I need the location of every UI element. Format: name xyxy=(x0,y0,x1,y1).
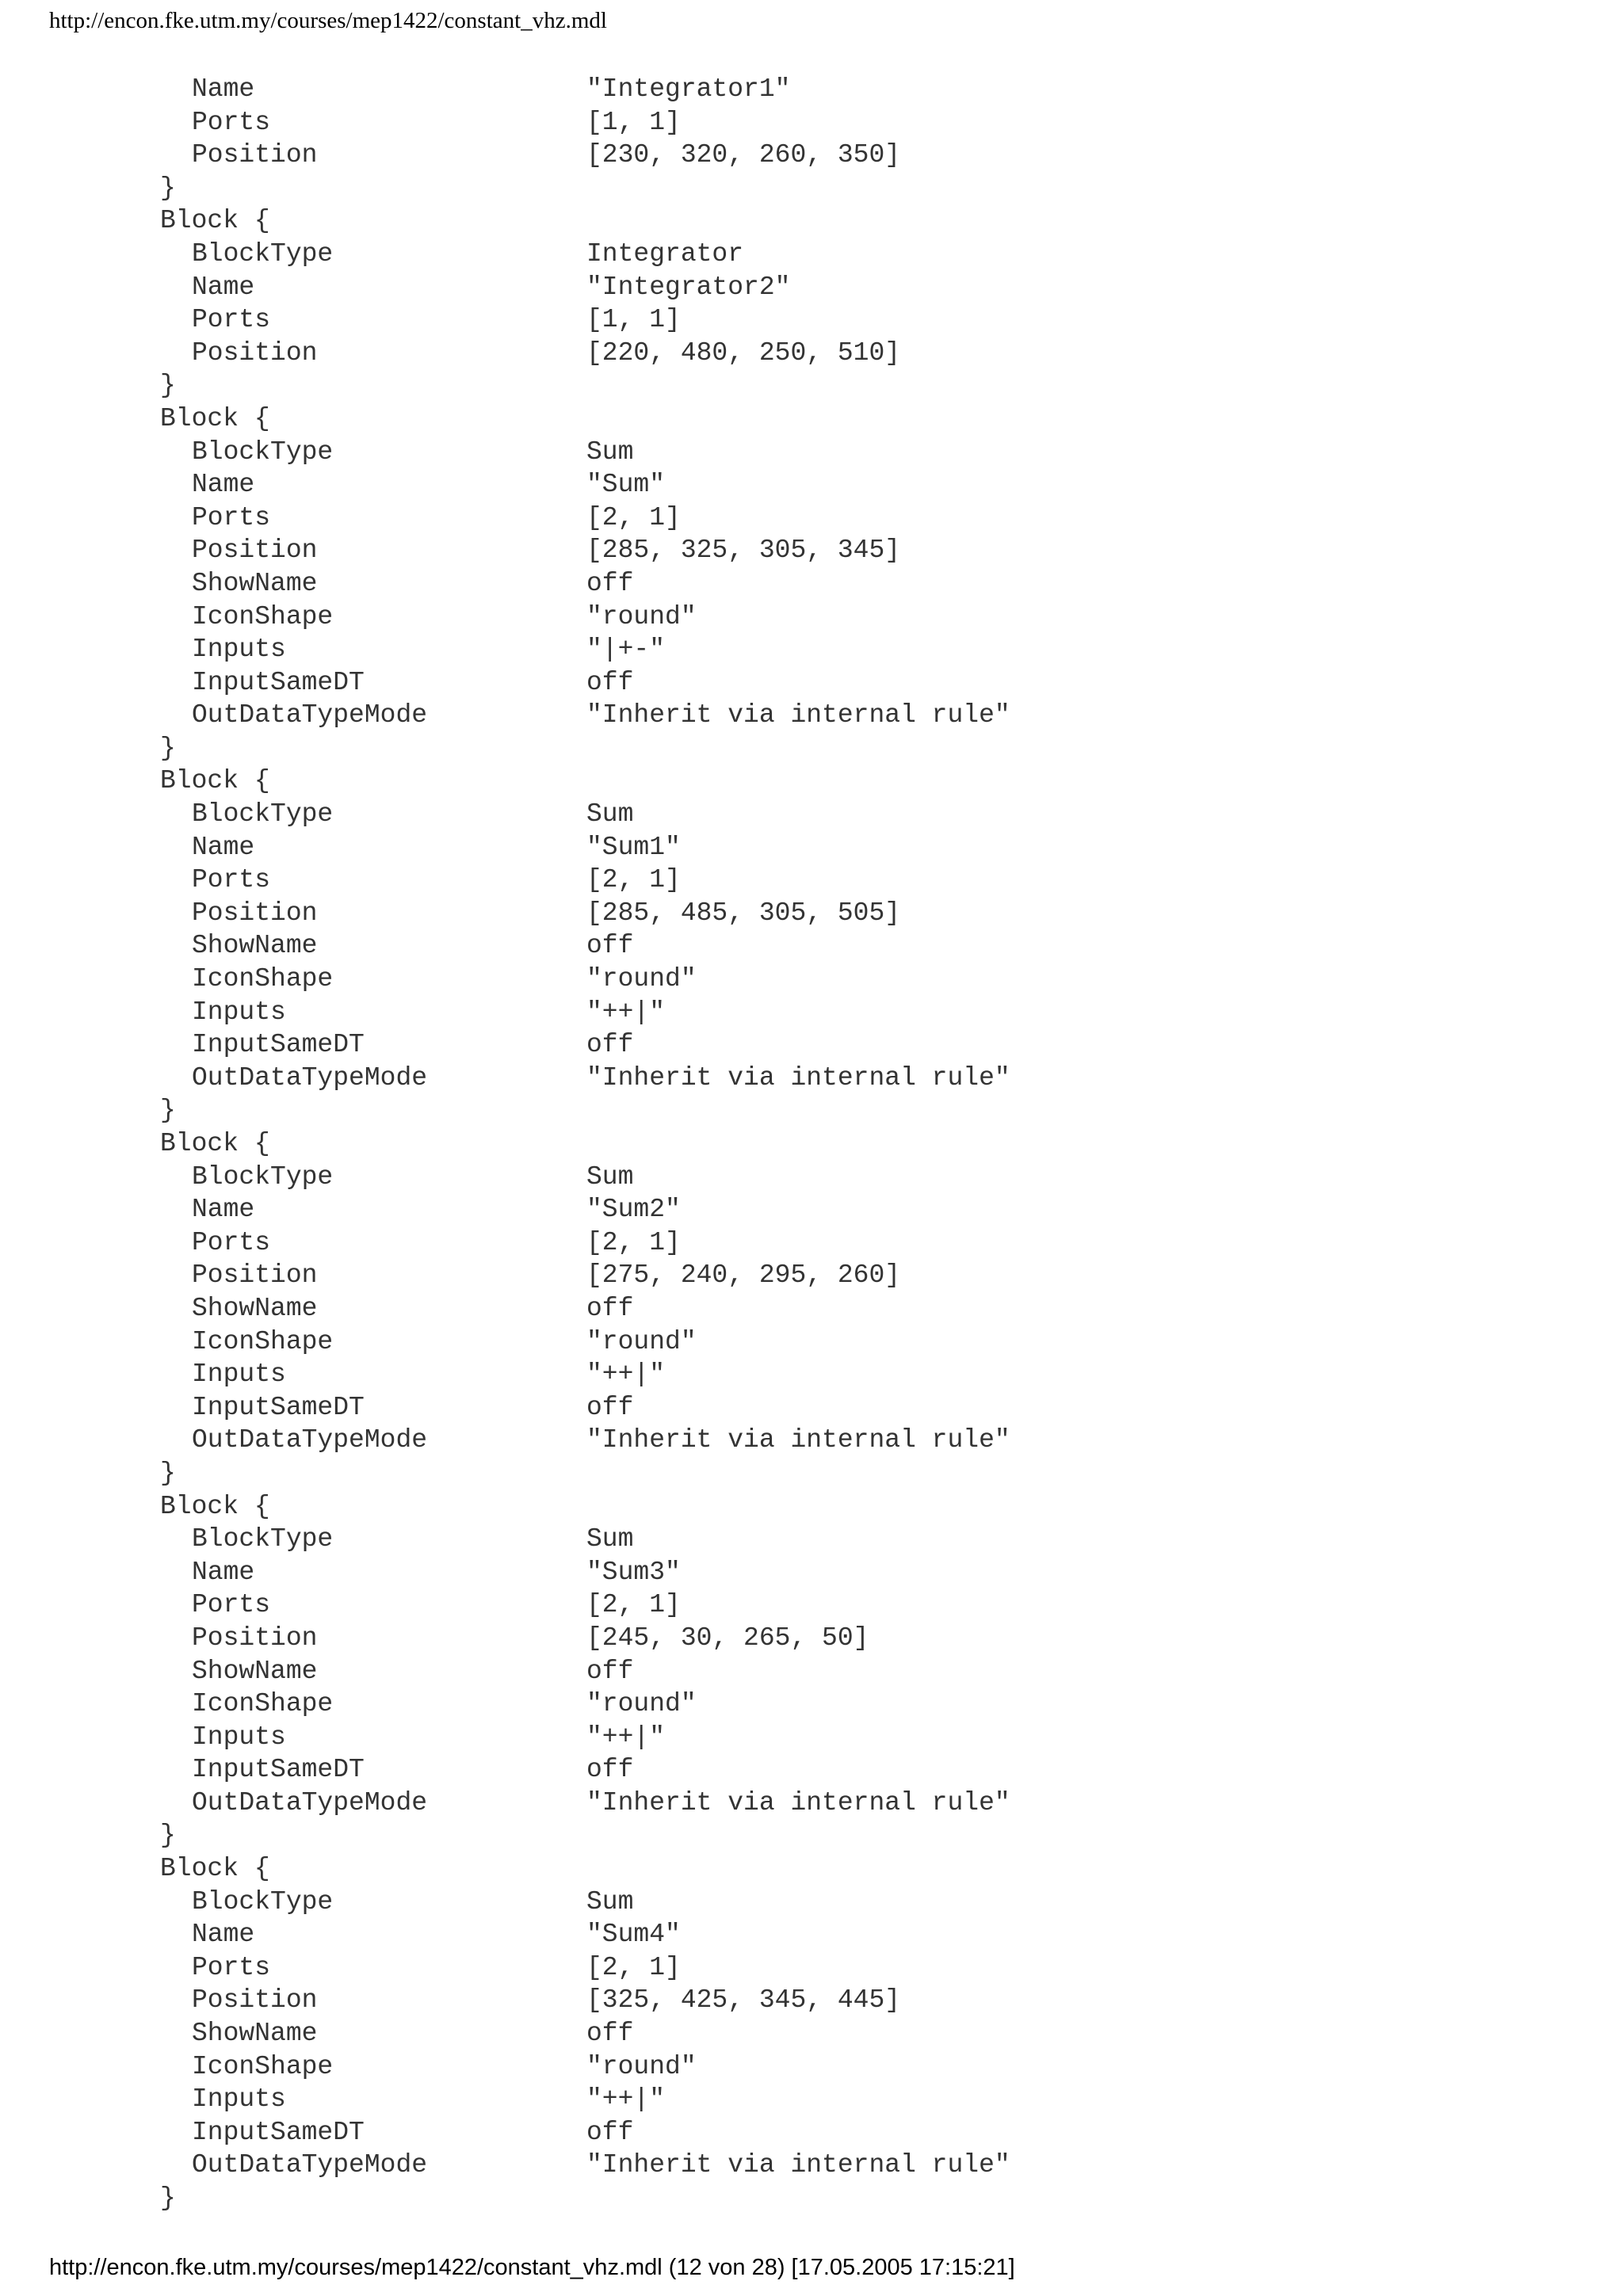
code-brace: Block { xyxy=(160,1491,270,1521)
code-brace: } xyxy=(160,2183,176,2213)
code-line xyxy=(0,929,1623,963)
code-line xyxy=(0,73,1623,106)
param-key: InputSameDT xyxy=(192,1755,365,1785)
param-key: InputSameDT xyxy=(192,2117,365,2147)
param-value: Sum xyxy=(586,1524,634,1554)
param-key: InputSameDT xyxy=(192,1030,365,1060)
code-line xyxy=(0,1886,1623,1919)
param-value: off xyxy=(586,1030,634,1060)
param-value: off xyxy=(586,1293,634,1323)
code-line xyxy=(0,369,1623,402)
param-key: Ports xyxy=(192,1227,271,1257)
code-brace: Block { xyxy=(160,1129,270,1158)
code-line xyxy=(0,139,1623,172)
param-value: [245, 30, 265, 50] xyxy=(586,1623,869,1653)
param-value: "Sum1" xyxy=(586,832,681,862)
param-key: Name xyxy=(192,272,255,302)
param-key: ShowName xyxy=(192,568,318,598)
param-value: off xyxy=(586,667,634,697)
param-value: [220, 480, 250, 510] xyxy=(586,338,901,368)
param-value: "Inherit via internal rule" xyxy=(586,1787,1010,1817)
param-value: "Sum2" xyxy=(586,1195,681,1225)
param-key: IconShape xyxy=(192,601,334,631)
code-line xyxy=(0,699,1623,732)
code-line xyxy=(0,864,1623,897)
param-value: "round" xyxy=(586,964,697,994)
code-line xyxy=(0,468,1623,502)
param-key: Name xyxy=(192,1195,255,1225)
code-brace: } xyxy=(160,173,176,203)
param-value: "Inherit via internal rule" xyxy=(586,2150,1010,2180)
param-key: ShowName xyxy=(192,1293,318,1323)
code-line xyxy=(0,172,1623,205)
param-value: off xyxy=(586,1392,634,1422)
param-key: Position xyxy=(192,1261,318,1291)
param-key: Ports xyxy=(192,107,271,137)
page-footer: http://encon.fke.utm.my/courses/mep1422/constant_vhz.mdl (12 von 28) [17.05.2005 17:15:21] xyxy=(49,2255,1015,2280)
code-line xyxy=(0,1358,1623,1391)
param-value: off xyxy=(586,568,634,598)
code-line xyxy=(0,1852,1623,1886)
param-value: Sum xyxy=(586,1161,634,1192)
code-line xyxy=(0,1457,1623,1490)
code-line xyxy=(0,2017,1623,2050)
param-key: Name xyxy=(192,470,255,500)
code-brace: Block { xyxy=(160,403,270,433)
param-value: "Inherit via internal rule" xyxy=(586,1062,1010,1093)
param-value: "++|" xyxy=(586,1722,666,1752)
code-line xyxy=(0,238,1623,271)
param-value: Sum xyxy=(586,1886,634,1917)
param-value: "Sum" xyxy=(586,470,666,500)
code-brace: Block { xyxy=(160,1854,270,1884)
param-key: Inputs xyxy=(192,635,286,665)
code-line xyxy=(0,633,1623,666)
code-line xyxy=(0,666,1623,700)
param-value: [2, 1] xyxy=(586,1590,681,1620)
code-line xyxy=(0,1325,1623,1359)
param-key: Position xyxy=(192,898,318,928)
code-line xyxy=(0,2083,1623,2116)
param-key: BlockType xyxy=(192,1886,334,1917)
code-line xyxy=(0,303,1623,337)
param-key: InputSameDT xyxy=(192,1392,365,1422)
param-key: Ports xyxy=(192,1590,271,1620)
param-key: Ports xyxy=(192,502,271,532)
code-line xyxy=(0,601,1623,634)
code-line xyxy=(0,1523,1623,1556)
code-line xyxy=(0,2182,1623,2215)
code-brace: } xyxy=(160,1096,176,1126)
param-key: Ports xyxy=(192,305,271,335)
code-line xyxy=(0,897,1623,930)
param-key: Position xyxy=(192,536,318,566)
code-line xyxy=(0,271,1623,304)
code-line xyxy=(0,1753,1623,1787)
param-value: [2, 1] xyxy=(586,1952,681,1982)
param-key: Ports xyxy=(192,865,271,895)
code-line xyxy=(0,1918,1623,1951)
param-value: off xyxy=(586,1656,634,1686)
code-line xyxy=(0,1259,1623,1292)
param-key: OutDataTypeMode xyxy=(192,2150,428,2180)
param-key: IconShape xyxy=(192,2051,334,2081)
code-line xyxy=(0,1490,1623,1524)
code-line xyxy=(0,1292,1623,1325)
param-key: Name xyxy=(192,1920,255,1950)
param-value: "round" xyxy=(586,1689,697,1719)
param-value: "Sum4" xyxy=(586,1920,681,1950)
code-line xyxy=(0,798,1623,831)
code-line xyxy=(0,1127,1623,1161)
param-key: ShowName xyxy=(192,1656,318,1686)
param-key: InputSameDT xyxy=(192,667,365,697)
code-line xyxy=(0,1226,1623,1260)
param-key: Name xyxy=(192,832,255,862)
code-line xyxy=(0,204,1623,238)
param-key: ShowName xyxy=(192,2019,318,2049)
code-line xyxy=(0,1787,1623,1820)
param-key: Inputs xyxy=(192,2084,286,2115)
param-key: Ports xyxy=(192,1952,271,1982)
code-line xyxy=(0,2149,1623,2182)
param-key: ShowName xyxy=(192,931,318,961)
param-value: "round" xyxy=(586,1326,697,1356)
param-value: [2, 1] xyxy=(586,502,681,532)
param-value: Sum xyxy=(586,437,634,467)
param-key: Inputs xyxy=(192,997,286,1027)
code-brace: } xyxy=(160,371,176,401)
param-value: "Inherit via internal rule" xyxy=(586,700,1010,730)
param-key: Name xyxy=(192,1557,255,1587)
param-key: IconShape xyxy=(192,964,334,994)
param-key: Position xyxy=(192,140,318,170)
param-value: Integrator xyxy=(586,238,744,269)
code-line xyxy=(0,732,1623,765)
code-line xyxy=(0,765,1623,798)
code-brace: } xyxy=(160,1458,176,1488)
code-line xyxy=(0,1688,1623,1721)
param-key: BlockType xyxy=(192,437,334,467)
code-line xyxy=(0,1424,1623,1457)
code-line xyxy=(0,106,1623,139)
code-line xyxy=(0,1819,1623,1852)
code-line xyxy=(0,1655,1623,1688)
code-line xyxy=(0,402,1623,436)
code-line xyxy=(0,2050,1623,2084)
param-key: Position xyxy=(192,1623,318,1653)
param-key: Inputs xyxy=(192,1722,286,1752)
code-line xyxy=(0,996,1623,1029)
param-key: BlockType xyxy=(192,1161,334,1192)
param-value: [2, 1] xyxy=(586,865,681,895)
code-line xyxy=(0,1721,1623,1754)
code-line xyxy=(0,963,1623,996)
param-value: "|+-" xyxy=(586,635,666,665)
code-line xyxy=(0,337,1623,370)
param-key: IconShape xyxy=(192,1326,334,1356)
code-line xyxy=(0,831,1623,864)
param-key: Position xyxy=(192,1985,318,2016)
param-value: "round" xyxy=(586,601,697,631)
code-line xyxy=(0,534,1623,567)
param-value: "++|" xyxy=(586,997,666,1027)
param-key: Name xyxy=(192,74,255,104)
param-value: "Inherit via internal rule" xyxy=(586,1425,1010,1455)
param-key: BlockType xyxy=(192,238,334,269)
code-line xyxy=(0,502,1623,535)
param-value: off xyxy=(586,2117,634,2147)
code-line xyxy=(0,1951,1623,1985)
param-value: off xyxy=(586,931,634,961)
param-key: OutDataTypeMode xyxy=(192,1425,428,1455)
code-line xyxy=(0,1028,1623,1062)
param-value: "++|" xyxy=(586,2084,666,2115)
code-line xyxy=(0,1589,1623,1622)
param-key: IconShape xyxy=(192,1689,334,1719)
param-value: off xyxy=(586,1755,634,1785)
param-value: off xyxy=(586,2019,634,2049)
param-value: "++|" xyxy=(586,1360,666,1390)
param-value: [325, 425, 345, 445] xyxy=(586,1985,901,2016)
param-value: [1, 1] xyxy=(586,305,681,335)
param-value: [285, 485, 305, 505] xyxy=(586,898,901,928)
code-line xyxy=(0,1193,1623,1226)
code-line xyxy=(0,2116,1623,2149)
param-value: [275, 240, 295, 260] xyxy=(586,1261,901,1291)
param-key: OutDataTypeMode xyxy=(192,1062,428,1093)
param-key: OutDataTypeMode xyxy=(192,700,428,730)
code-line xyxy=(0,1556,1623,1589)
code-line xyxy=(0,1161,1623,1194)
code-line xyxy=(0,1391,1623,1425)
param-value: "Sum3" xyxy=(586,1557,681,1587)
param-key: Inputs xyxy=(192,1360,286,1390)
code-brace: } xyxy=(160,1821,176,1851)
param-value: Sum xyxy=(586,799,634,830)
code-line xyxy=(0,1062,1623,1095)
param-key: Position xyxy=(192,338,318,368)
page-header-url: http://encon.fke.utm.my/courses/mep1422/constant_vhz.mdl xyxy=(49,8,607,33)
param-key: BlockType xyxy=(192,799,334,830)
param-value: [2, 1] xyxy=(586,1227,681,1257)
code-line xyxy=(0,567,1623,601)
code-line xyxy=(0,1984,1623,2017)
code-brace: } xyxy=(160,733,176,763)
param-value: [1, 1] xyxy=(586,107,681,137)
mdl-code-listing xyxy=(0,73,1623,2215)
param-value: [285, 325, 305, 345] xyxy=(586,536,901,566)
code-line xyxy=(0,1094,1623,1127)
param-value: "round" xyxy=(586,2051,697,2081)
param-key: OutDataTypeMode xyxy=(192,1787,428,1817)
code-line xyxy=(0,436,1623,469)
code-line xyxy=(0,1622,1623,1655)
param-value: [230, 320, 260, 350] xyxy=(586,140,901,170)
param-value: "Integrator1" xyxy=(586,74,791,104)
param-value: "Integrator2" xyxy=(586,272,791,302)
code-brace: Block { xyxy=(160,766,270,796)
param-key: BlockType xyxy=(192,1524,334,1554)
code-brace: Block { xyxy=(160,206,270,236)
